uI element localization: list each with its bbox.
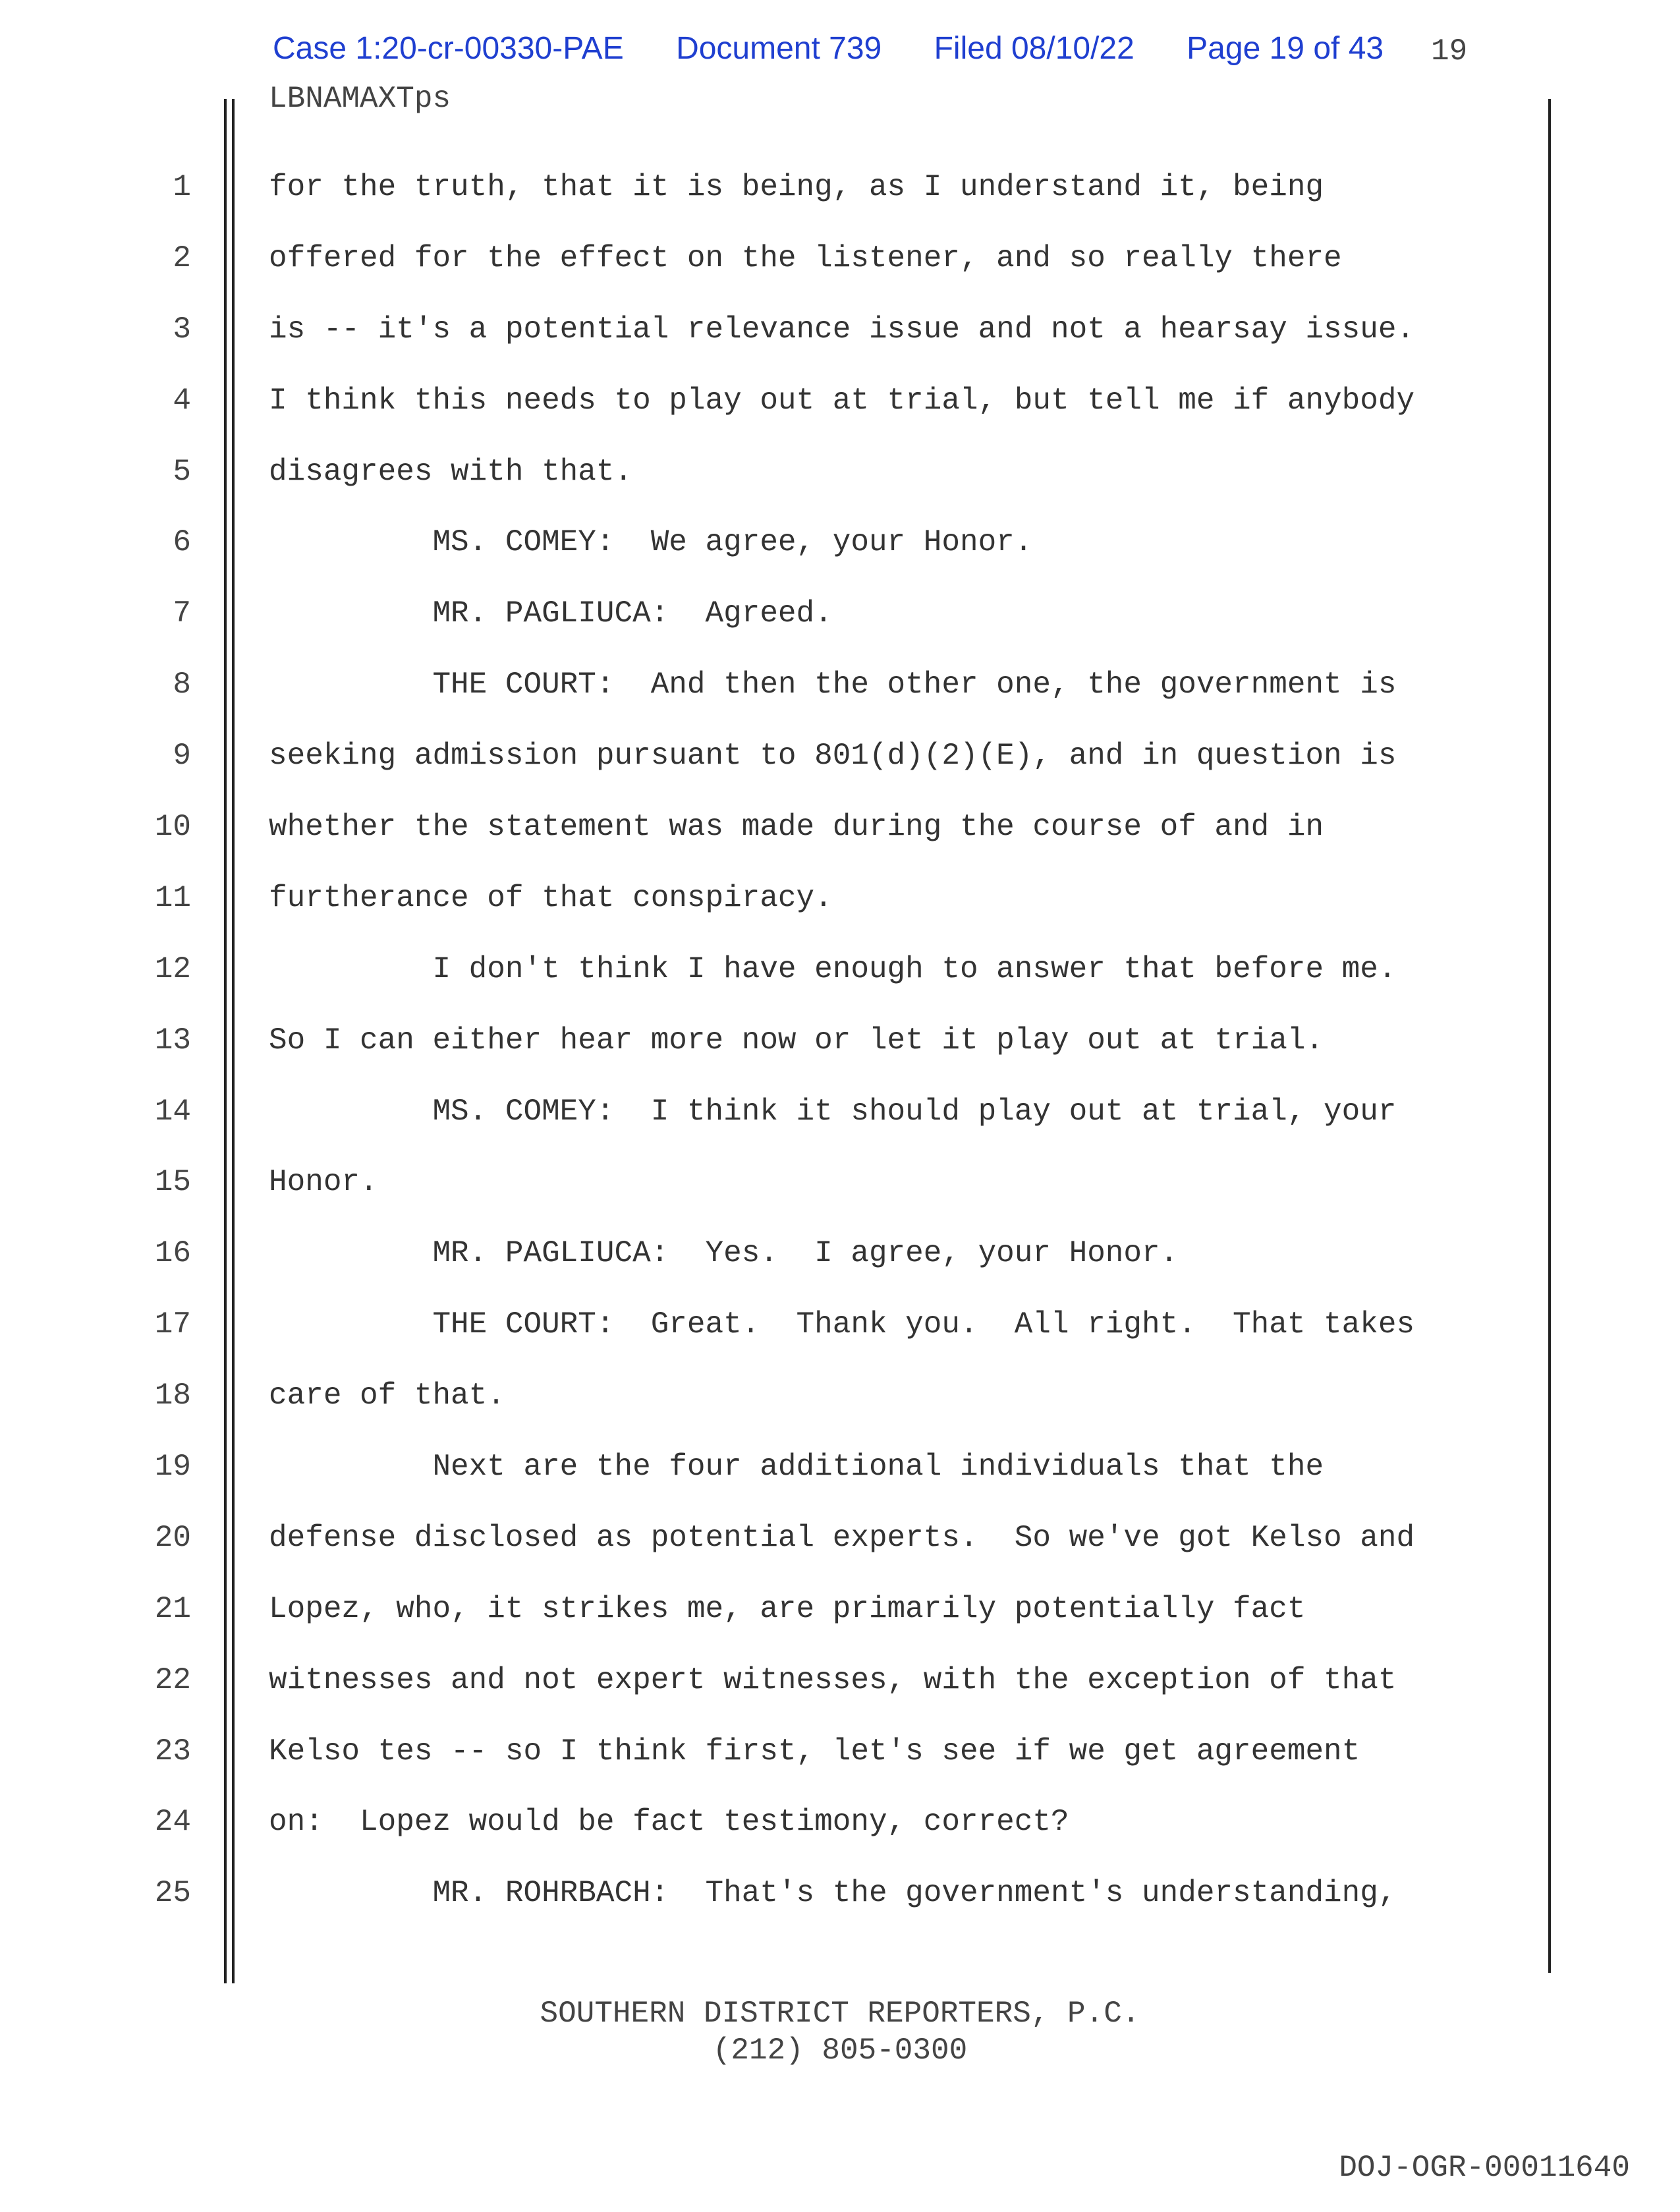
- transcript-line: care of that.: [269, 1378, 505, 1413]
- transcript-line: whether the statement was made during the course of and in: [269, 810, 1324, 845]
- reporter-phone: (212) 805-0300: [712, 2033, 968, 2068]
- reporter-footer: [0, 1995, 1680, 2069]
- court-filing-stamp: [273, 30, 1384, 67]
- line-number: 11: [154, 880, 191, 915]
- reporter-name: SOUTHERN DISTRICT REPORTERS, P.C.: [540, 1997, 1140, 2031]
- line-number: 13: [154, 1023, 191, 1058]
- filed-date: Filed 08/10/22: [934, 31, 1134, 66]
- line-number: 12: [154, 951, 191, 986]
- transcript-line: MS. COMEY: We agree, your Honor.: [269, 525, 1033, 560]
- line-number: 14: [154, 1094, 191, 1129]
- line-number: 21: [154, 1591, 191, 1626]
- right-margin-rule: [1548, 99, 1551, 1973]
- transcript-body: [269, 170, 1534, 1947]
- line-number: 3: [173, 312, 191, 347]
- line-number: 19: [154, 1450, 191, 1485]
- line-number: 23: [154, 1734, 191, 1769]
- left-margin-rule: [224, 99, 227, 1983]
- transcript-page-number: 19: [1431, 34, 1468, 69]
- transcript-line: on: Lopez would be fact testimony, correct?: [269, 1805, 1069, 1840]
- transcript-line: So I can either hear more now or let it play out at trial.: [269, 1023, 1324, 1058]
- transcript-line: MS. COMEY: I think it should play out at trial, your: [269, 1094, 1397, 1129]
- left-margin-rule-inner: [232, 99, 235, 1983]
- transcript-line: I don't think I have enough to answer that before me.: [269, 951, 1397, 986]
- transcript-line: defense disclosed as potential experts. So we've got Kelso and: [269, 1520, 1415, 1555]
- line-number-column: [138, 170, 191, 1947]
- transcript-line: Kelso tes -- so I think first, let's see if we get agreement: [269, 1734, 1360, 1769]
- line-number: 22: [154, 1662, 191, 1697]
- transcript-line: I think this needs to play out at trial, but tell me if anybody: [269, 383, 1415, 418]
- bates-number: DOJ-OGR-00011640: [1339, 2151, 1630, 2185]
- line-number: 8: [173, 667, 191, 702]
- transcript-line: is -- it's a potential relevance issue and not a hearsay issue.: [269, 312, 1415, 347]
- transcript-line: MR. ROHRBACH: That's the government's understanding,: [269, 1876, 1397, 1911]
- case-number: Case 1:20-cr-00330-PAE: [273, 31, 624, 66]
- transcript-line: Next are the four additional individuals that the: [269, 1450, 1324, 1485]
- line-number: 16: [154, 1236, 191, 1271]
- transcript-line: Honor.: [269, 1165, 378, 1200]
- line-number: 20: [154, 1520, 191, 1555]
- line-number: 4: [173, 383, 191, 418]
- line-number: 10: [154, 810, 191, 845]
- transcript-line: offered for the effect on the listener, and so really there: [269, 241, 1342, 275]
- line-number: 6: [173, 525, 191, 560]
- line-number: 18: [154, 1378, 191, 1413]
- line-number: 2: [173, 241, 191, 275]
- line-number: 9: [173, 739, 191, 774]
- transcript-line: witnesses and not expert witnesses, with the exception of that: [269, 1662, 1397, 1697]
- line-number: 17: [154, 1307, 191, 1342]
- document-number: Document 739: [676, 31, 882, 66]
- transcript-line: THE COURT: And then the other one, the government is: [269, 667, 1397, 702]
- transcript-line: MR. PAGLIUCA: Agreed.: [269, 596, 833, 631]
- transcript-line: disagrees with that.: [269, 454, 633, 489]
- line-number: 1: [173, 170, 191, 204]
- running-head: LBNAMAXTps: [269, 82, 451, 116]
- transcript-line: seeking admission pursuant to 801(d)(2)(E), and in question is: [269, 739, 1397, 774]
- transcript-line: MR. PAGLIUCA: Yes. I agree, your Honor.: [269, 1236, 1179, 1271]
- line-number: 25: [154, 1876, 191, 1911]
- transcript-line: for the truth, that it is being, as I understand it, being: [269, 170, 1324, 204]
- transcript-line: furtherance of that conspiracy.: [269, 880, 833, 915]
- transcript-line: Lopez, who, it strikes me, are primarily potentially fact: [269, 1591, 1306, 1626]
- line-number: 15: [154, 1165, 191, 1200]
- line-number: 5: [173, 454, 191, 489]
- transcript-line: THE COURT: Great. Thank you. All right. That takes: [269, 1307, 1415, 1342]
- line-number: 7: [173, 596, 191, 631]
- page-of-total: Page 19 of 43: [1187, 31, 1384, 66]
- line-number: 24: [154, 1805, 191, 1840]
